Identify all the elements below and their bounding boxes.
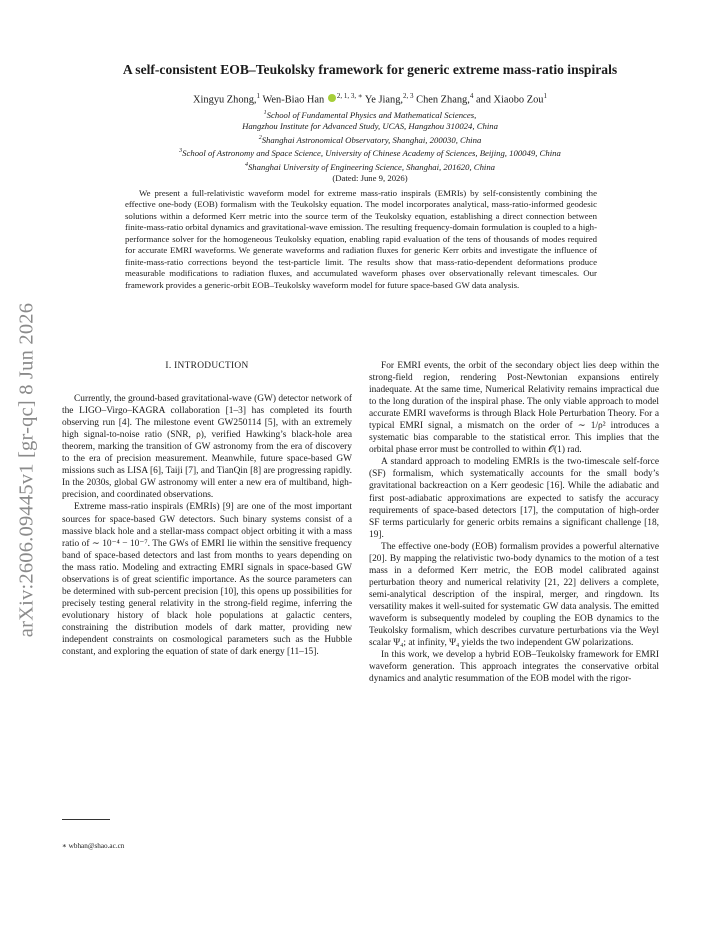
paragraph: For EMRI events, the orbit of the secondary object lies deep within the strong-field region, rendering Post-Newtonian expansions entirely inadequate. At the same time, Numerical Relativity remains impractical due to the long duration of the inspiral phase. The only viable approach to model accurate EMRI waveforms is through Black Hole Perturbation Theory. For a typical EMRI signal, a mismatch on the order of ∼ 1/ρ² introduces a systematic bias comparable to the statistical error. This implies that the orbital phase error must be controlled to within 𝒪(1) rad. [369,361,659,456]
affiliation-line [60,146,680,159]
author-name: Wen-Biao Han [262,94,325,106]
author-name: Chen Zhang, [416,94,470,106]
affil-mark: 2 [258,134,262,141]
author-affil-mark: 2, 1, 3, ∗ [336,92,363,100]
paragraph: A standard approach to modeling EMRIs is the two-timescale self-force (SF) formalism, which systematically accounts for the small body’s gravitational backreaction on a Kerr geodesic [16]. While the adiabatic and first post-adiabatic approximations are expected to satisfy the accuracy requirements of space-based detectors [17], the computation of high-order SF terms particularly for generic orbits remains a significant challenge [18, 19]. [369,457,659,540]
author-list [60,92,680,105]
arxiv-identifier [12,270,42,670]
author-name: Ye Jiang, [364,94,404,106]
affil-text: School of Fundamental Physics and Mathematical Sciences, [266,109,477,120]
left-column [62,360,352,658]
paragraph: In this work, we develop a hybrid EOB–Teukolsky framework for EMRI waveform generation. This approach integrates the conservative orbital dynamics and analytic resummation of the EOB model with the rigor- [369,650,659,685]
paper-title: A self-consistent EOB–Teukolsky framework for generic extreme mass-ratio inspirals [122,62,618,77]
affiliation-line [60,133,680,146]
author-affil-mark: 2, 3 [403,92,414,100]
right-column [369,360,659,685]
abstract: We present a full-relativistic waveform model for extreme mass-ratio inspirals (EMRIs) by self-consistently combining the effective one-body (EOB) formalism with the Teukolsky equation. The model incorporates analytical, mass-ratio-informed geodesic solutions within a deformed Kerr metric into the source term of the Teukolsky equation, establishing a direct connection between finite-mass-ratio orbital dynamics and gravitational-wave emission. The resulting frequency-domain formulation is coupled to a high-performance solver for the homogeneous Teukolsky equation, enabling rapid evaluation of the tens of thousands of modes required for accurate EMRI waveforms. We generate waveforms and radiation fluxes for generic Kerr orbits and investigate the influence of finite-mass-ratio corrections beyond the test-particle limit. The results show that mass-ratio-dependent deformations produce measurable modifications to radiation fluxes, and accumulated waveform phases over observationally relevant timescales. Our framework provides a generic-orbit EOB–Teukolsky waveform model for future space-based GW data analysis. [125,188,597,290]
affil-text: School of Astronomy and Space Science, University of Chinese Academy of Sciences, Beijing, 100049, China [182,148,561,159]
date-line: (Dated: June 9, 2026) [332,173,408,184]
orcid-icon[interactable] [328,94,336,102]
affil-text: Shanghai University of Engineering Science, Shanghai, 201620, China [247,161,496,172]
affiliation-line [60,160,680,173]
affil-mark: 3 [179,148,183,155]
footnote-divider [62,819,110,820]
paragraph: The effective one-body (EOB) formalism provides a powerful alternative [20]. By mapping the relativistic two-body dynamics to the motion of a test mass in a deformed Kerr metric, the EOB model calibrated against perturbation theory and numerical relativity [21, 22] delivers a complete, semi-analytical description of the inspiral, merger, and ringdown. Its versatility makes it well-suited for systematic GW data analysis. The emitted waveform is subsequently modeled by coupling the EOB dynamics to the Teukolsky formalism, which describes curvature perturbations via the Weyl scalar Ψ₄; at infinity, Ψ₄ yields the two independent GW polarizations. [369,541,659,649]
affil-mark: 4 [244,161,248,168]
paragraph: Extreme mass-ratio inspirals (EMRIs) [9] are one of the most important sources for space-based GW detectors. Such binary systems consist of a massive black hole and a stellar-mass compact object orbiting it with a mass ratio of ∼ 10⁻⁴ − 10⁻⁷. The GWs of EMRI lie within the sensitive frequency band of space-based detectors and last from months to years depending on the mass ratio. Modeling and extracting EMRI signals in space-based GW observations is of great scientific importance. As the source parameters can be determined with sub-percent precision [10], this opens up possibilities for precisely testing general relativity in the strong-field regime, inferring the evolutionary history of black hole populations at galactic centers, constraining the distribution models of dark matter, providing new independent constraints on cosmological parameters such as the Hubble constant, and exploring the equation of state of dark energy [11–15]. [62,502,352,658]
author-name: and Xiaobo Zou [475,94,544,106]
affil-mark: 1 [263,110,267,116]
paragraph: Currently, the ground-based gravitational-wave (GW) detector network of the LIGO–Virgo–KAGRA collaboration [1–3] has completed its fourth observing run [4]. The milestone event GW250114 [5], with an extremely high signal-to-noise ratio (SNR, ρ), verified Hawking’s black-hole area theorem, marking the transition of GW astronomy from the era of discovery to the era of precision measurement. Meanwhile, future space-based GW missions such as LISA [6], Taiji [7], and TianQin [8] are progressing rapidly. In the 2030s, global GW astronomy will enter a new era of multiband, high-precision, and coordinated observations. [62,394,352,501]
author-affil-mark: 1 [543,92,547,100]
footnote-email: ∗ wbhan@shao.ac.cn [62,842,125,850]
author-affil-mark: 1 [256,92,261,100]
affil-text: Hangzhou Institute for Advanced Study, UCAS, Hangzhou 310024, China [242,121,498,132]
affil-text: Shanghai Astronomical Observatory, Shanghai, 200030, China [261,134,482,145]
affiliation-block [60,108,680,185]
affiliation-line [60,108,680,121]
section-heading: I. INTRODUCTION [165,361,249,371]
arxiv-id-text: arXiv:2606.09445v1 [gr-qc] 8 Jun 2026 [15,302,38,638]
author-name: Xingyu Zhong, [193,94,257,106]
author-affil-mark: 4 [469,92,474,100]
affiliation-line [60,121,680,133]
